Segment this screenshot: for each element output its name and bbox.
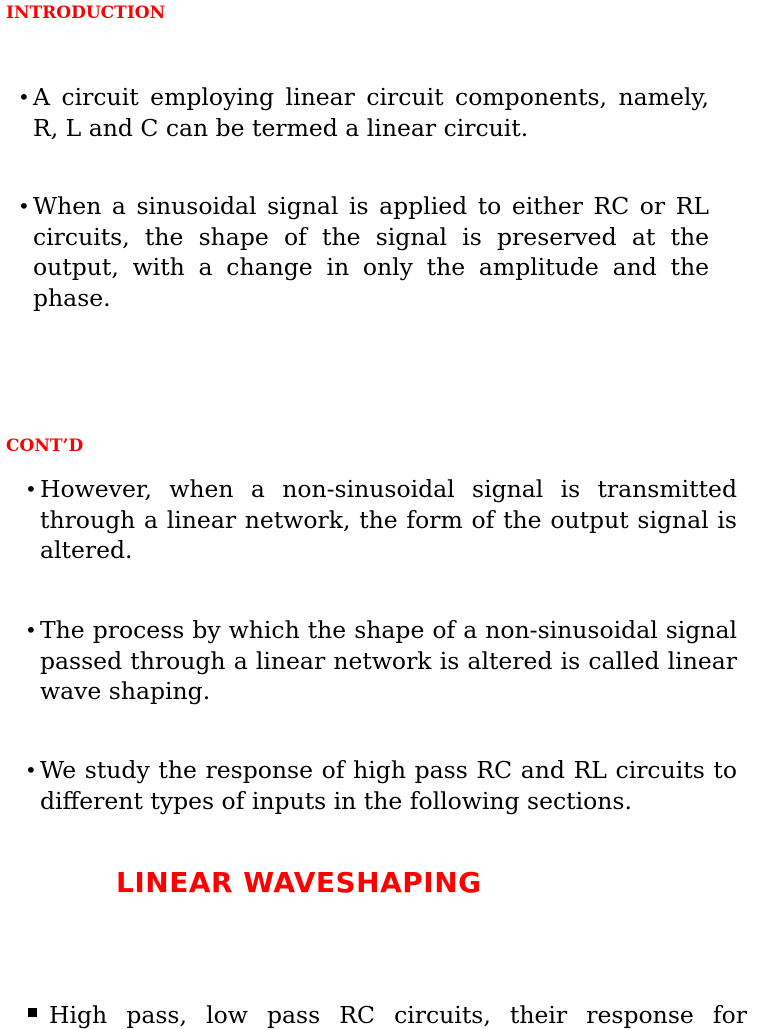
square-bullet-icon: [28, 1008, 37, 1017]
section-heading-introduction: INTRODUCTION: [6, 3, 166, 23]
bullet-item: [25, 615, 737, 707]
bullet-text: When a sinusoidal signal is applied to either RC or RL circuits, the shape of the signal is preserved at the output, with a change in only the amplitude and the phase.: [33, 192, 709, 312]
bullet-text: However, when a non-sinusoidal signal is transmitted through a linear network, the form of the output signal is altered.: [40, 475, 737, 564]
section-heading-contd: CONT’D: [6, 436, 84, 456]
bullet-dot-icon: •: [18, 85, 30, 109]
bullet-text: We study the response of high pass RC and RL circuits to different types of inputs in the following sections.: [40, 756, 737, 815]
bullet-dot-icon: •: [25, 758, 37, 782]
bullet-text: The process by which the shape of a non-sinusoidal signal passed through a linear network is altered is called linear wave shaping.: [40, 616, 737, 705]
bullet-dot-icon: •: [18, 194, 30, 218]
bullet-text: A circuit employing linear circuit components, namely, R, L and C can be termed a linear circuit.: [33, 83, 709, 142]
bullet-dot-icon: •: [25, 618, 37, 642]
bullet-item: [18, 191, 709, 313]
bullet-item: [18, 82, 709, 143]
bullet-dot-icon: •: [25, 477, 37, 501]
bullet-item: [25, 474, 737, 566]
bullet-item: [25, 755, 737, 816]
bullet-text: High pass, low pass RC circuits, their response for: [49, 1001, 747, 1029]
section-title-linear-waveshaping: LINEAR WAVESHAPING: [116, 866, 482, 899]
